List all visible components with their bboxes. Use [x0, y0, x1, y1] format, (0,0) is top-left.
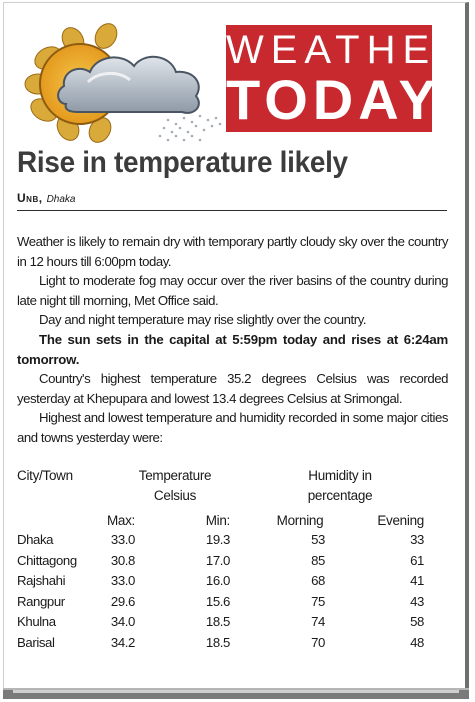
byline-agency: Unb, — [17, 191, 43, 205]
article-paragraph: Country's highest temperature 35.2 degrees Celsius was recorded yesterday at Khepupara and lowest 13.4 degrees Celsius at Srimongal. — [17, 371, 448, 406]
table-cell-evening: 33 — [410, 532, 424, 547]
table-cell-city: Chittagong — [17, 552, 77, 568]
table-cell-max: 30.8 — [110, 552, 135, 568]
table-cell-evening: 61 — [410, 552, 424, 568]
table-subheader-evening: Evening — [377, 513, 424, 528]
table-cell-max: 34.0 — [110, 614, 135, 629]
article-paragraph: Day and night temperature may rise slightly over the country. — [39, 312, 367, 328]
article-body — [17, 232, 448, 448]
logo-line-weather: WEATHER — [226, 28, 473, 72]
table-cell-max: 29.6 — [110, 593, 135, 609]
table-cell-morning: 53 — [311, 532, 325, 547]
table-cell-evening: 41 — [410, 573, 424, 588]
article-paragraph: Weather is likely to remain dry with temporary partly cloudy sky over the country in 12 hours till 6:00pm today. — [17, 234, 448, 269]
table-cell-min: 16.0 — [205, 573, 230, 588]
table-header-city: City/Town — [17, 468, 73, 483]
bottom-border — [3, 688, 469, 699]
article-headline: Rise in temperature likely — [17, 146, 348, 179]
table-subheader-max: Max: — [106, 513, 135, 528]
table-header-humidity-line2: percentage — [307, 488, 373, 503]
table-cell-city: Khulna — [17, 614, 56, 629]
table-header-humidity-line1: Humidity in — [308, 468, 372, 483]
table-cell-morning: 75 — [311, 593, 325, 609]
table-subheader-min: Min: — [205, 513, 230, 528]
table-cell-morning: 70 — [311, 634, 325, 650]
byline-dateline: Dhaka — [46, 194, 76, 205]
article-paragraph-sunset: The sun sets in the capital at 5:59pm today and rises at 6:24am tomorrow. — [17, 331, 448, 367]
table-cell-city: Barisal — [17, 634, 55, 650]
table-cell-evening: 43 — [410, 593, 424, 609]
table-cell-min: 17.0 — [205, 552, 230, 568]
article-paragraph: Highest and lowest temperature and humidity recorded in some major cities and towns yesterday were: — [17, 410, 448, 445]
table-cell-min: 18.5 — [205, 634, 230, 650]
weather-today-logo — [226, 25, 473, 132]
table-cell-evening: 48 — [410, 634, 424, 650]
table-cell-city: Rajshahi — [17, 573, 66, 588]
byline — [17, 191, 75, 205]
table-cell-morning: 68 — [311, 573, 325, 588]
table-header-humidity — [290, 466, 390, 506]
table-header-temperature — [120, 466, 230, 506]
table-cell-city: Rangpur — [17, 593, 65, 609]
table-header-temperature-line1: Temperature — [138, 468, 212, 483]
table-cell-morning: 74 — [311, 614, 325, 629]
byline-divider — [17, 210, 447, 211]
table-cell-max: 33.0 — [110, 532, 135, 547]
table-cell-max: 34.2 — [110, 634, 135, 650]
table-cell-max: 33.0 — [110, 573, 135, 588]
table-cell-min: 15.6 — [205, 593, 230, 609]
table-cell-min: 19.3 — [205, 532, 230, 547]
logo-line-today: TODAY — [226, 68, 441, 131]
table-cell-morning: 85 — [311, 552, 325, 568]
table-cell-city: Dhaka — [17, 532, 54, 547]
sun-cloud-rain-icon — [18, 22, 240, 144]
table-cell-evening: 58 — [410, 614, 424, 629]
table-cell-min: 18.5 — [205, 614, 230, 629]
table-header-temperature-line2: Celsius — [153, 488, 197, 503]
article-paragraph: Light to moderate fog may occur over the river basins of the country during late night till morning, Met Office said. — [17, 273, 448, 308]
table-subheader-morning: Morning — [276, 513, 324, 528]
